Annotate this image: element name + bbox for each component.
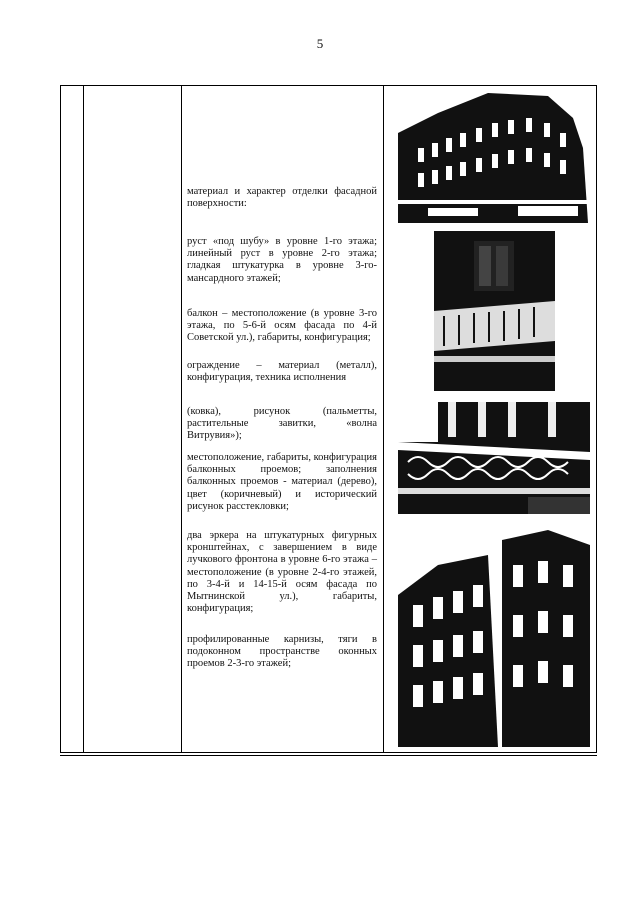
- description-paragraph: (ковка), рисунок (пальметты, растительные завитки, «волна Витрувия»);: [187, 406, 377, 442]
- description-paragraph: балкон – местоположение (в уровне 3-го этажа, по 5-6-й осям фасада по 4-й Советской ул.), габариты, конфигурация;: [187, 308, 377, 344]
- column-divider: [383, 86, 384, 752]
- description-paragraph: два эркера на штукатурных фигурных кронштейнах, с завершением в виде лучкового фронтона в уровне 6-го этажа – местоположение (в уровне 2-4-го этажей, по 3-4-й и 14-15-й осям фасада по Мытнинской ул.), габариты, конфигурация;: [187, 530, 377, 615]
- column-divider: [181, 86, 182, 752]
- description-paragraph: руст «под шубу» в уровне 1-го этажа; линейный руст в уровне 2-го этажа; гладкая штукатурка в уровне 3-го-мансардного этажей;: [187, 236, 377, 284]
- description-paragraph: местоположение, габариты, конфигурация балконных проемов; заполнения балконных проемов - материал (дерево), цвет (коричневый) и исторический рисунок расстекловки;: [187, 452, 377, 512]
- balcony-railing-photo: [398, 402, 590, 514]
- oriel-window-photo: [398, 525, 590, 747]
- building-facade-photo: [398, 88, 588, 223]
- description-paragraph: профилированные карнизы, тяги в подоконном пространстве оконных проемов 2-3-го этажей;: [187, 634, 377, 670]
- balcony-photo: [434, 231, 555, 391]
- column-divider: [83, 86, 84, 752]
- description-paragraph: материал и характер отделки фасадной поверхности:: [187, 186, 377, 210]
- table-bottom-rule: [60, 755, 597, 756]
- page-number: 5: [316, 36, 324, 51]
- description-paragraph: ограждение – материал (металл), конфигурация, техника исполнения: [187, 360, 377, 384]
